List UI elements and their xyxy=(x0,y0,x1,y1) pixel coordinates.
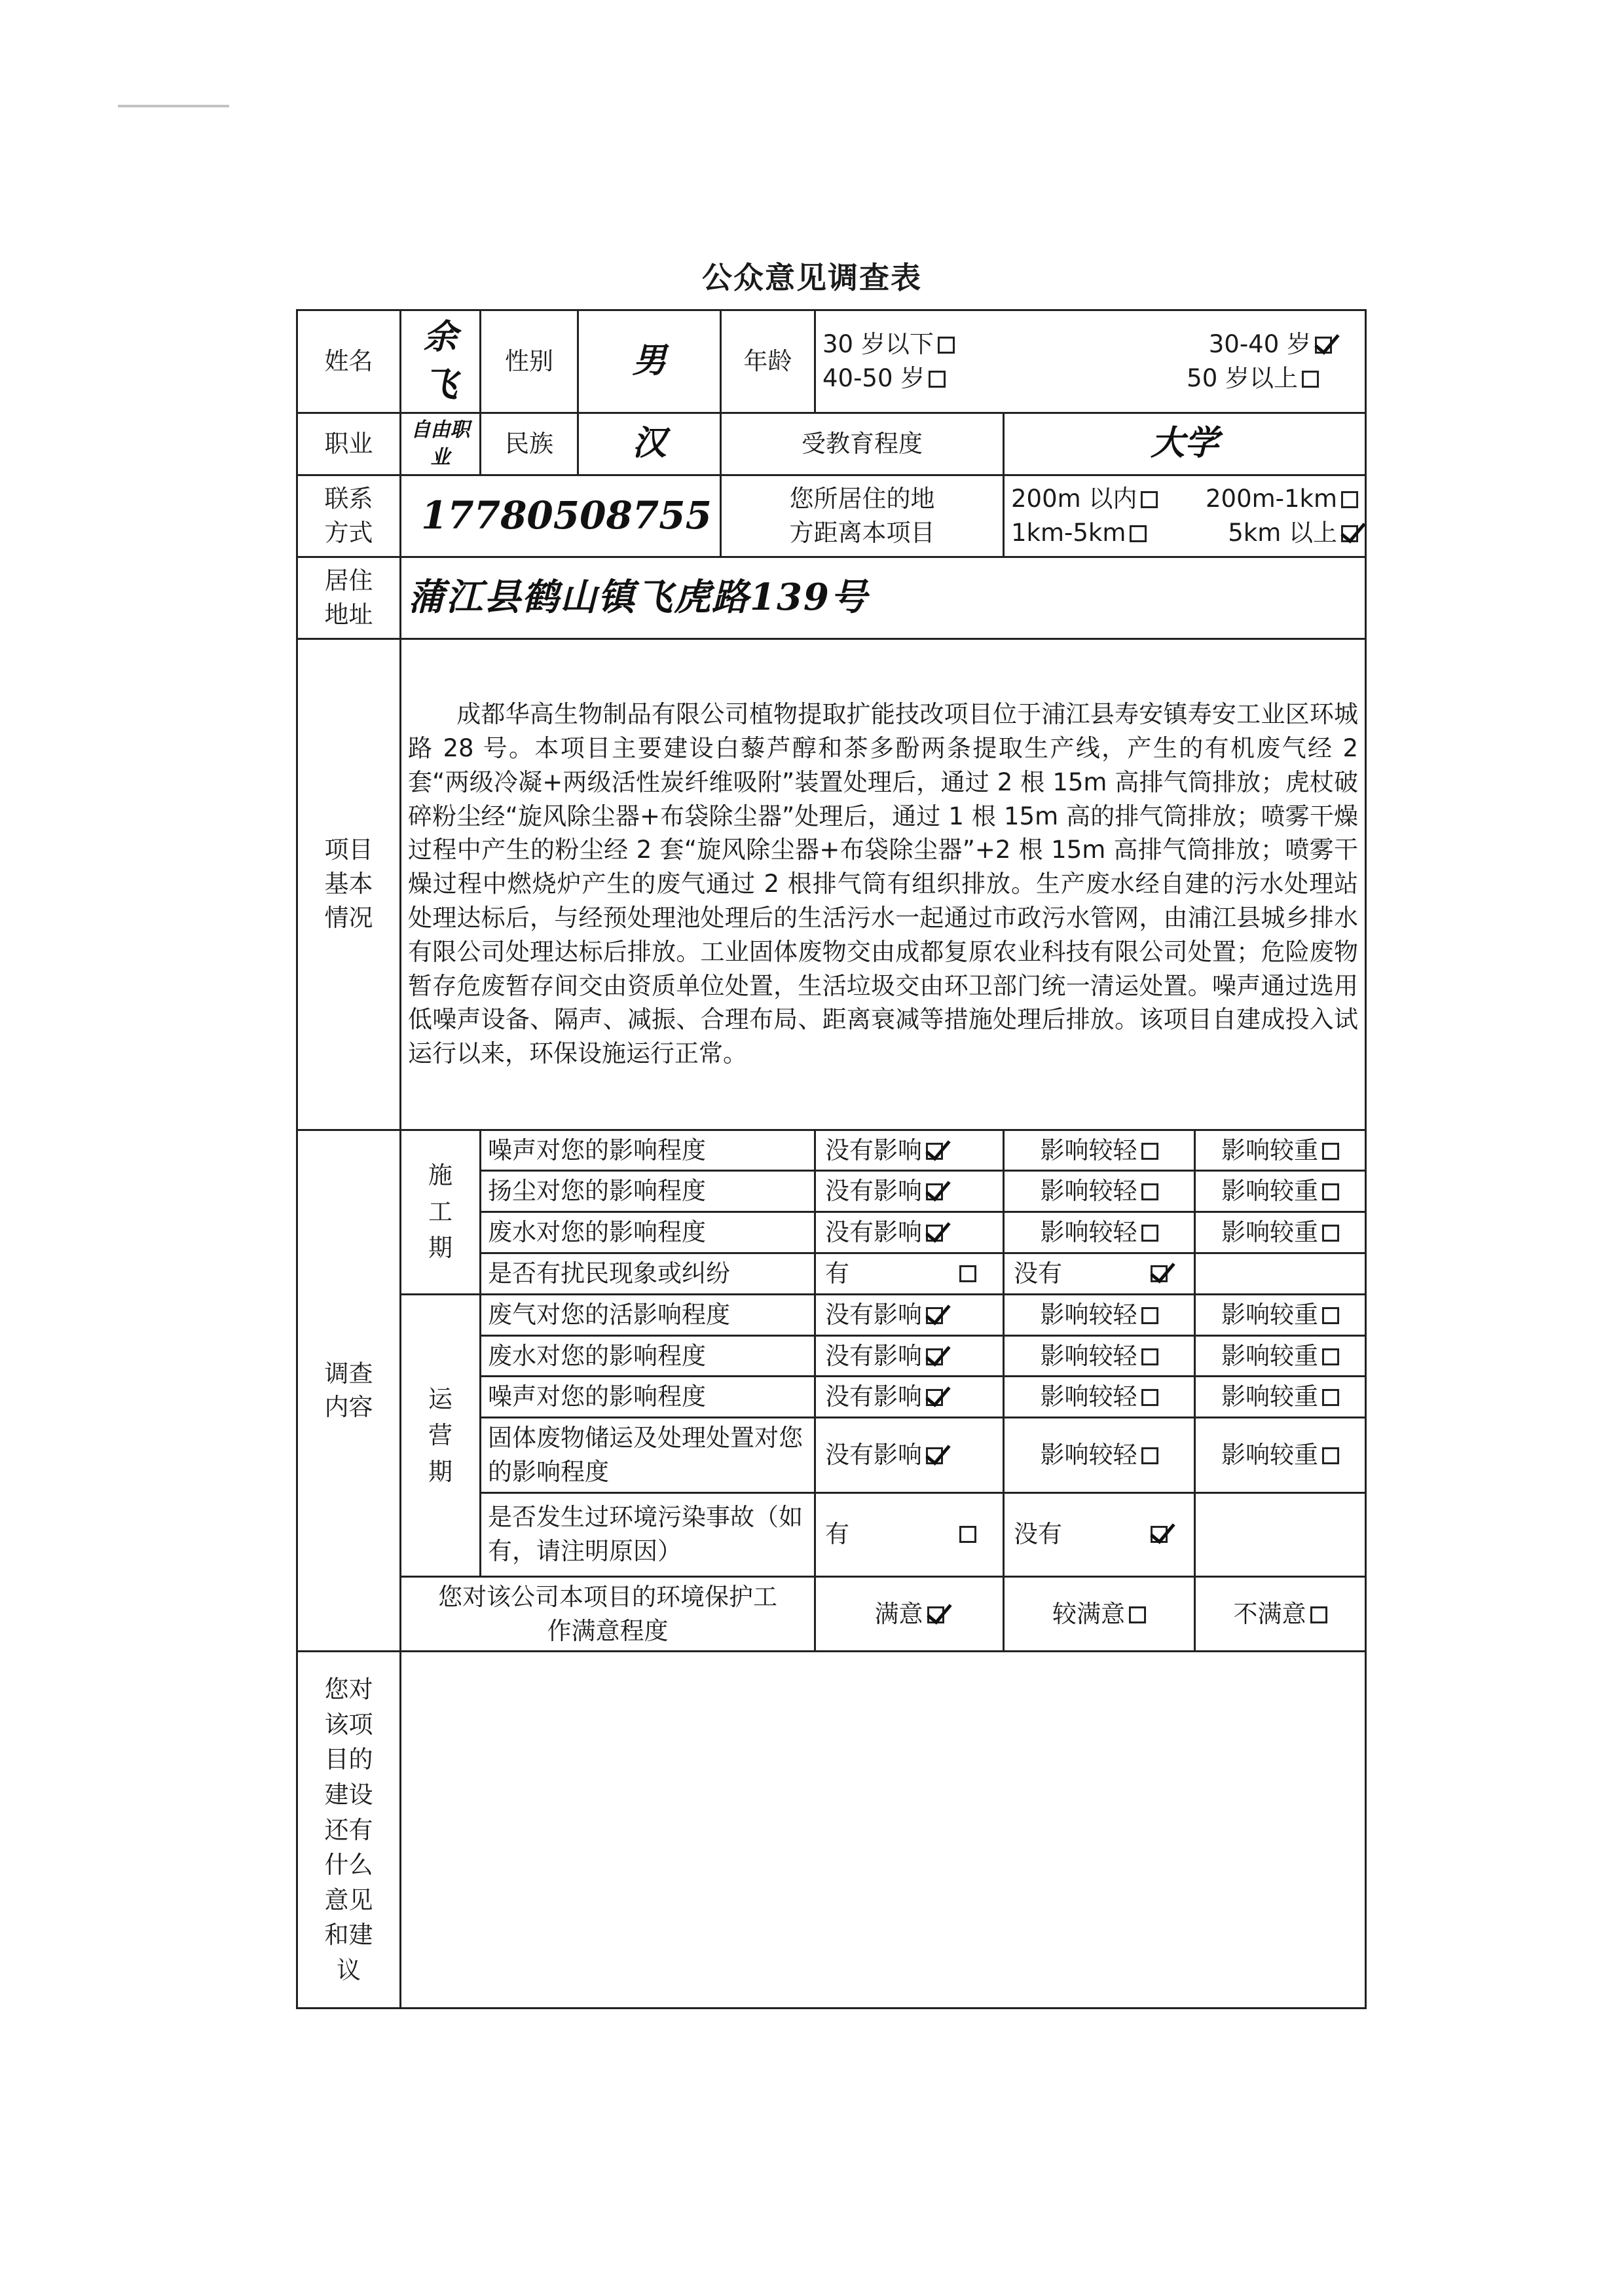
checkbox-checked-icon[interactable] xyxy=(1315,337,1332,354)
gender-label: 性别 xyxy=(481,310,578,413)
operation-period-label: 运 营 期 xyxy=(401,1294,481,1576)
option-cell[interactable]: 影响较轻 xyxy=(1004,1130,1195,1171)
survey-form xyxy=(296,309,1367,2009)
address-field[interactable]: 蒲江县鹤山镇飞虎路139号 xyxy=(401,557,1366,639)
question-label: 是否发生过环境污染事故（如有，请注明原因） xyxy=(481,1492,815,1576)
suggestions-field[interactable] xyxy=(401,1652,1366,2009)
education-field[interactable]: 大学 xyxy=(1004,413,1366,475)
checkbox-icon[interactable] xyxy=(938,337,955,354)
checkbox-icon[interactable] xyxy=(1310,1606,1327,1623)
option-cell[interactable]: 影响较重 xyxy=(1195,1377,1366,1418)
distance-option[interactable]: 1km-5km xyxy=(1011,516,1147,550)
age-option[interactable]: 50 岁以上 xyxy=(1187,361,1319,396)
checkbox-icon[interactable] xyxy=(1302,371,1319,388)
option-cell[interactable]: 影响较重 xyxy=(1195,1335,1366,1377)
age-label: 年龄 xyxy=(721,310,815,413)
occupation-field[interactable]: 自由职业 xyxy=(401,413,481,475)
scan-artifact xyxy=(118,105,229,107)
option-cell[interactable]: 影响较轻 xyxy=(1004,1335,1195,1377)
question-label: 固体废物储运及处理处置对您的影响程度 xyxy=(481,1418,815,1493)
project-label: 项目 基本 情况 xyxy=(297,639,401,1130)
question-label: 废气对您的活影响程度 xyxy=(481,1294,815,1335)
empty-cell xyxy=(1195,1253,1366,1294)
age-option[interactable]: 30 岁以下 xyxy=(822,327,955,361)
checkbox-icon[interactable] xyxy=(1341,491,1358,508)
checkbox-checked-icon[interactable] xyxy=(926,1143,943,1160)
address-label: 居住 地址 xyxy=(297,557,401,639)
checkbox-checked-icon[interactable] xyxy=(1151,1265,1168,1282)
form-title: 公众意见调查表 xyxy=(702,260,922,295)
checkbox-checked-icon[interactable] xyxy=(926,1348,943,1365)
ethnicity-label: 民族 xyxy=(481,413,578,475)
option-cell[interactable]: 影响较轻 xyxy=(1004,1418,1195,1493)
empty-cell xyxy=(1195,1492,1366,1576)
checkbox-icon[interactable] xyxy=(929,371,946,388)
distance-label: 您所居住的地 方距离本项目 xyxy=(721,475,1004,557)
checkbox-icon[interactable] xyxy=(1322,1447,1339,1464)
question-label: 是否有扰民现象或纠纷 xyxy=(481,1253,815,1294)
option-cell[interactable]: 没有影响 xyxy=(815,1294,1004,1335)
survey-label: 调查 内容 xyxy=(297,1130,401,1652)
question-label: 噪声对您的影响程度 xyxy=(481,1130,815,1171)
option-cell[interactable]: 没有影响 xyxy=(815,1212,1004,1253)
age-option[interactable]: 40-50 岁 xyxy=(822,361,946,396)
checkbox-icon[interactable] xyxy=(1141,1225,1158,1242)
checkbox-icon[interactable] xyxy=(1141,491,1158,508)
option-cell[interactable]: 没有影响 xyxy=(815,1377,1004,1418)
distance-option[interactable]: 200m-1km xyxy=(1206,482,1358,516)
checkbox-checked-icon[interactable] xyxy=(926,1389,943,1406)
option-cell[interactable]: 有 xyxy=(815,1253,1004,1294)
checkbox-icon[interactable] xyxy=(1129,1606,1146,1623)
checkbox-checked-icon[interactable] xyxy=(926,1225,943,1242)
question-label: 扬尘对您的影响程度 xyxy=(481,1171,815,1212)
option-cell[interactable]: 影响较轻 xyxy=(1004,1212,1195,1253)
project-description: 成都华高生物制品有限公司植物提取扩能技改项目位于浦江县寿安镇寿安工业区环城路 28 号。本项目主要建设白藜芦醇和茶多酚两条提取生产线，产生的有机废气经 2 套“两级冷凝+两级活性炭纤维吸附”装置处理后，通过 2 根 15m 高排气筒排放；虎杖破碎粉尘经“旋风除尘器+布袋除尘器”处理后，通过 1 根 15m 高的排气筒排放；喷雾干燥过程中产生的粉尘经 2 套“旋风除尘器+布袋除尘器”+2 根 15m 高排气筒排放；喷雾干燥过程中燃烧炉产生的废气通过 2 根排气筒有组织排放。生产废水经自建的污水处理站处理达标后，与经预处理池处理后的生活污水一起通过市政污水管网，由浦江县城乡排水有限公司处理达标后排放。工业固体废物交由成都复原农业科技有限公司处置；危险废物暂存危废暂存间交由资质单位处置，生活垃圾交由环卫部门统一清运处置。噪声通过选用低噪声设备、隔声、减振、合理布局、距离衰减等措施处理后排放。该项目自建成投入试运行以来，环保设施运行正常。 xyxy=(401,639,1366,1130)
option-cell[interactable]: 没有影响 xyxy=(815,1171,1004,1212)
option-cell[interactable]: 不满意 xyxy=(1195,1576,1366,1652)
checkbox-checked-icon[interactable] xyxy=(927,1606,944,1623)
checkbox-icon[interactable] xyxy=(1322,1348,1339,1365)
option-cell[interactable]: 影响较轻 xyxy=(1004,1377,1195,1418)
option-cell[interactable]: 满意 xyxy=(815,1576,1004,1652)
option-cell[interactable]: 影响较轻 xyxy=(1004,1171,1195,1212)
checkbox-icon[interactable] xyxy=(959,1526,976,1543)
satisfaction-question: 您对该公司本项目的环境保护工作满意程度 xyxy=(401,1576,815,1652)
option-cell[interactable]: 没有 xyxy=(1004,1492,1195,1576)
age-options xyxy=(815,310,1366,413)
checkbox-icon[interactable] xyxy=(959,1265,976,1282)
checkbox-icon[interactable] xyxy=(1141,1143,1158,1160)
distance-option[interactable]: 5km 以上 xyxy=(1228,516,1358,550)
name-label: 姓名 xyxy=(297,310,401,413)
contact-label: 联系 方式 xyxy=(297,475,401,557)
option-cell[interactable]: 影响较重 xyxy=(1195,1418,1366,1493)
name-field[interactable]: 余飞 xyxy=(401,310,481,413)
ethnicity-field[interactable]: 汉 xyxy=(578,413,721,475)
checkbox-checked-icon[interactable] xyxy=(926,1447,943,1464)
option-cell[interactable]: 没有影响 xyxy=(815,1418,1004,1493)
contact-field[interactable]: 17780508755 xyxy=(401,475,721,557)
checkbox-checked-icon[interactable] xyxy=(926,1307,943,1324)
option-cell[interactable]: 影响较重 xyxy=(1195,1130,1366,1171)
question-label: 噪声对您的影响程度 xyxy=(481,1377,815,1418)
gender-field[interactable]: 男 xyxy=(578,310,721,413)
checkbox-icon[interactable] xyxy=(1141,1183,1158,1200)
option-cell[interactable]: 较满意 xyxy=(1004,1576,1195,1652)
construction-period-label: 施 工 期 xyxy=(401,1130,481,1294)
option-cell[interactable]: 影响较重 xyxy=(1195,1212,1366,1253)
checkbox-icon[interactable] xyxy=(1141,1389,1158,1406)
checkbox-icon[interactable] xyxy=(1322,1183,1339,1200)
checkbox-icon[interactable] xyxy=(1322,1307,1339,1324)
age-option[interactable]: 30-40 岁 xyxy=(1209,327,1332,361)
option-cell[interactable]: 没有影响 xyxy=(815,1335,1004,1377)
question-label: 废水对您的影响程度 xyxy=(481,1335,815,1377)
option-cell[interactable]: 没有 xyxy=(1004,1253,1195,1294)
option-cell[interactable]: 没有影响 xyxy=(815,1130,1004,1171)
checkbox-icon[interactable] xyxy=(1141,1447,1158,1464)
option-cell[interactable]: 有 xyxy=(815,1492,1004,1576)
checkbox-icon[interactable] xyxy=(1141,1348,1158,1365)
checkbox-icon[interactable] xyxy=(1141,1307,1158,1324)
education-label: 受教育程度 xyxy=(721,413,1004,475)
checkbox-checked-icon[interactable] xyxy=(1341,525,1358,542)
checkbox-checked-icon[interactable] xyxy=(926,1183,943,1200)
checkbox-icon[interactable] xyxy=(1130,525,1147,542)
distance-options xyxy=(1004,475,1366,557)
option-cell[interactable]: 影响较轻 xyxy=(1004,1294,1195,1335)
option-cell[interactable]: 影响较重 xyxy=(1195,1171,1366,1212)
checkbox-checked-icon[interactable] xyxy=(1151,1526,1168,1543)
checkbox-icon[interactable] xyxy=(1322,1225,1339,1242)
distance-option[interactable]: 200m 以内 xyxy=(1011,482,1158,516)
checkbox-icon[interactable] xyxy=(1322,1389,1339,1406)
suggestions-label: 您对 该项 目的 建设 还有 什么 意见 和建 议 xyxy=(297,1652,401,2009)
occupation-label: 职业 xyxy=(297,413,401,475)
checkbox-icon[interactable] xyxy=(1322,1143,1339,1160)
question-label: 废水对您的影响程度 xyxy=(481,1212,815,1253)
option-cell[interactable]: 影响较重 xyxy=(1195,1294,1366,1335)
